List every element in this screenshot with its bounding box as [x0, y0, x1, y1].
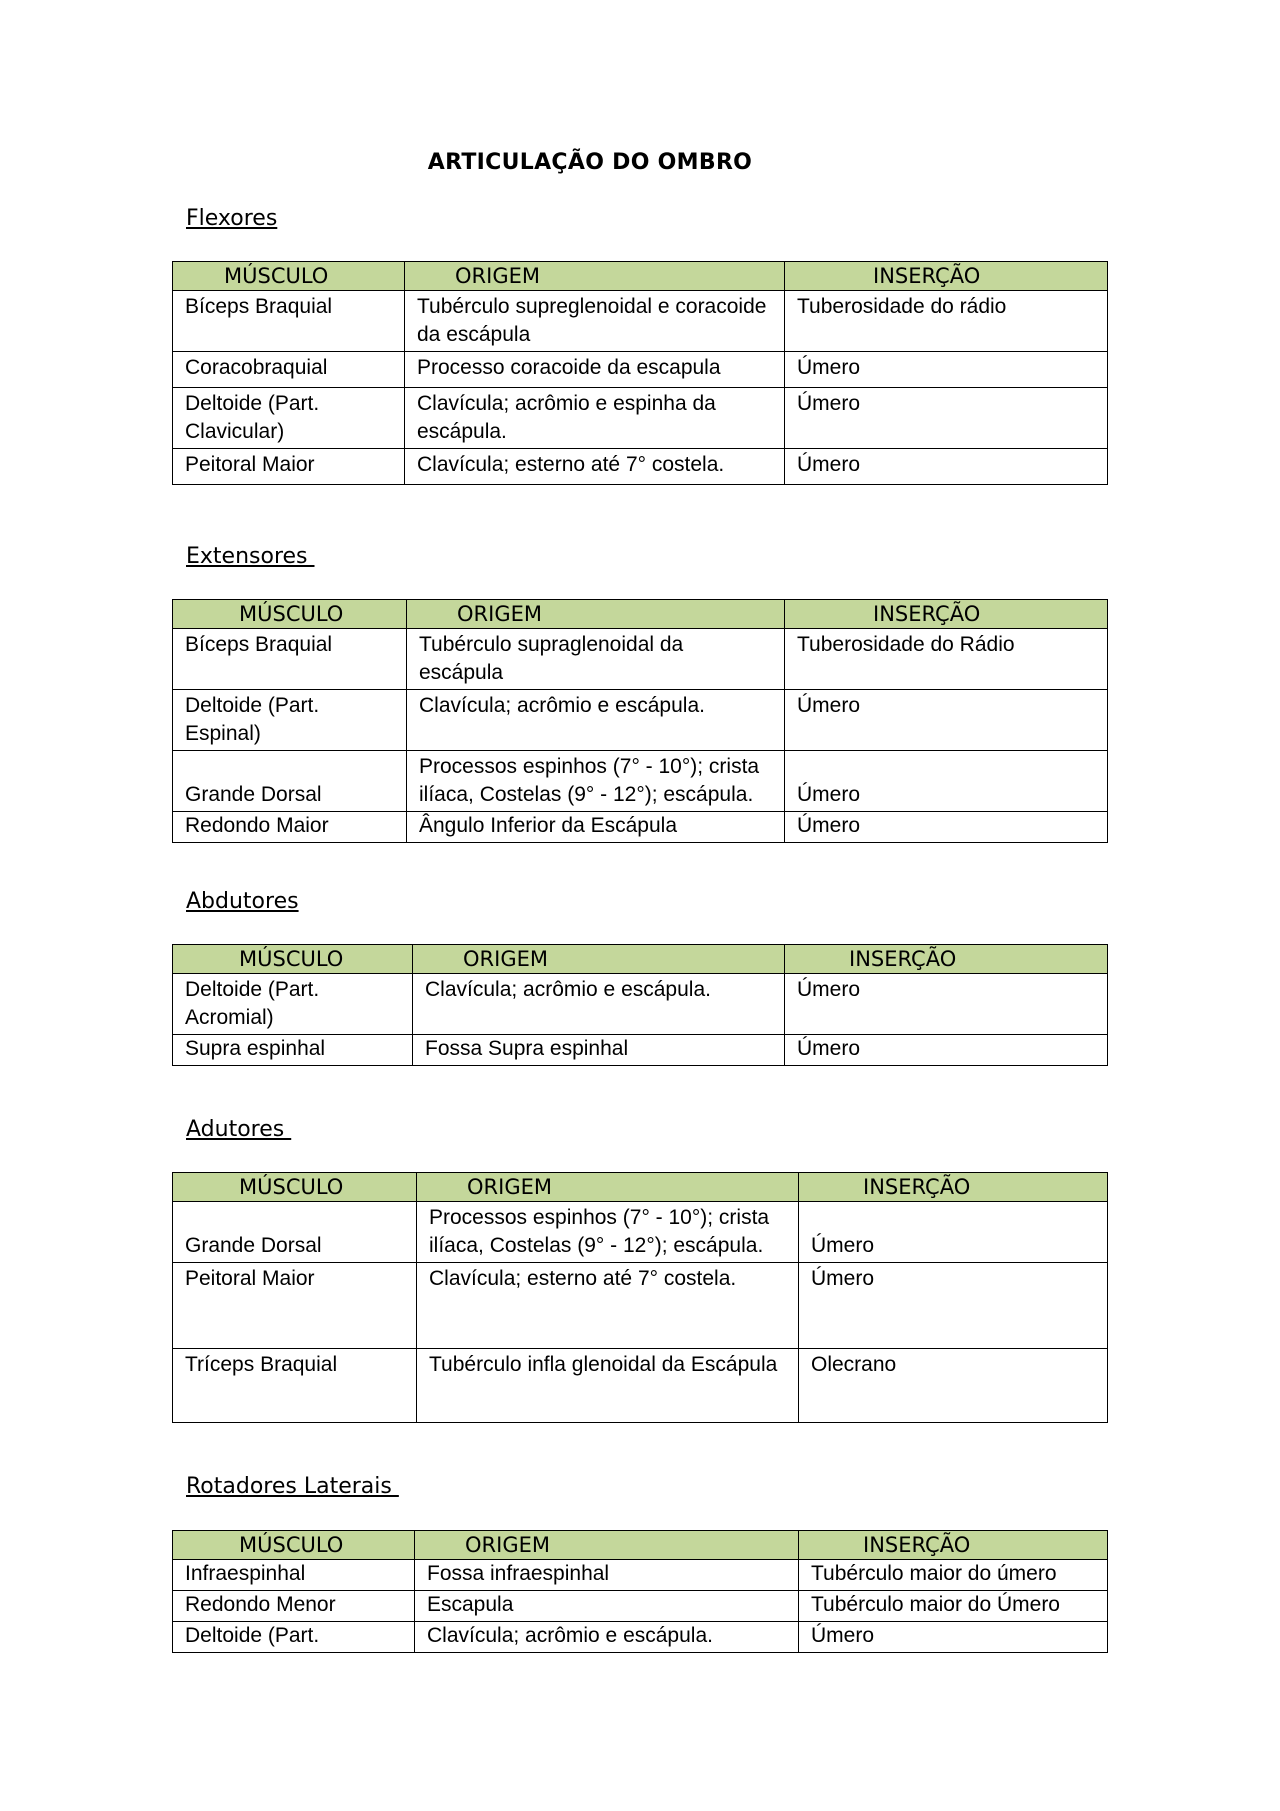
cell-insercao: Tubérculo maior do Úmero [799, 1591, 1108, 1622]
header-insercao: INSERÇÃO [785, 262, 1108, 291]
cell-insercao: Úmero [785, 812, 1108, 843]
cell-origem: Clavícula; acrômio e escápula. [407, 690, 785, 751]
table-header-row [173, 600, 1108, 629]
cell-insercao: Tuberosidade do Rádio [785, 629, 1108, 690]
cell-insercao: Úmero [785, 1035, 1108, 1066]
cell-musculo: Peitoral Maior [173, 1263, 417, 1349]
table-row [173, 1560, 1108, 1591]
cell-insercao: Úmero [785, 352, 1108, 388]
cell-insercao: Tuberosidade do rádio [785, 291, 1108, 352]
cell-origem: Processos espinhos (7° - 10°); crista ilíaca, Costelas (9° - 12°); escápula. [407, 751, 785, 812]
table-header-row [173, 262, 1108, 291]
cell-insercao: Úmero [799, 1622, 1108, 1653]
table-row [173, 1591, 1108, 1622]
cell-musculo: Peitoral Maior [173, 449, 405, 485]
header-insercao: INSERÇÃO [785, 945, 1108, 974]
table-row [173, 812, 1108, 843]
cell-origem: Processos espinhos (7° - 10°); crista ilíaca, Costelas (9° - 12°); escápula. [417, 1202, 799, 1263]
table-adutores [172, 1172, 1108, 1423]
cell-insercao: Úmero [785, 974, 1108, 1035]
header-origem: ORIGEM [415, 1531, 799, 1560]
header-origem: ORIGEM [405, 262, 785, 291]
header-musculo: MÚSCULO [173, 600, 407, 629]
table-header-row [173, 945, 1108, 974]
cell-origem: Ângulo Inferior da Escápula [407, 812, 785, 843]
cell-musculo: Deltoide (Part. Espinal) [173, 690, 407, 751]
header-insercao: INSERÇÃO [799, 1531, 1108, 1560]
cell-musculo: Grande Dorsal [173, 751, 407, 812]
table-row [173, 449, 1108, 485]
cell-insercao: Úmero [785, 690, 1108, 751]
header-insercao: INSERÇÃO [799, 1173, 1108, 1202]
table-row [173, 291, 1108, 352]
cell-origem: Clavícula; acrômio e escápula. [413, 974, 785, 1035]
cell-musculo: Grande Dorsal [173, 1202, 417, 1263]
cell-insercao: Úmero [785, 751, 1108, 812]
cell-origem: Escapula [415, 1591, 799, 1622]
header-origem: ORIGEM [407, 600, 785, 629]
table-row [173, 352, 1108, 388]
section-title-rotadores-laterais: Rotadores Laterais [186, 1474, 399, 1499]
table-row [173, 1202, 1108, 1263]
cell-musculo: Infraespinhal [173, 1560, 415, 1591]
table-row [173, 690, 1108, 751]
cell-musculo: Tríceps Braquial [173, 1349, 417, 1423]
section-title-flexores: Flexores [186, 206, 278, 231]
cell-insercao: Úmero [785, 449, 1108, 485]
header-musculo: MÚSCULO [173, 1173, 417, 1202]
section-title-adutores: Adutores [186, 1117, 292, 1142]
cell-insercao: Tubérculo maior do úmero [799, 1560, 1108, 1591]
table-row [173, 1035, 1108, 1066]
cell-insercao: Úmero [799, 1263, 1108, 1349]
table-rotadores-laterais [172, 1530, 1108, 1653]
cell-insercao: Olecrano [799, 1349, 1108, 1423]
cell-origem: Fossa Supra espinhal [413, 1035, 785, 1066]
header-musculo: MÚSCULO [173, 1531, 415, 1560]
table-abdutores [172, 944, 1108, 1066]
table-row [173, 388, 1108, 449]
table-row [173, 1622, 1108, 1653]
cell-musculo: Redondo Menor [173, 1591, 415, 1622]
cell-musculo: Bíceps Braquial [173, 629, 407, 690]
table-row [173, 629, 1108, 690]
table-header-row [173, 1531, 1108, 1560]
cell-musculo: Redondo Maior [173, 812, 407, 843]
cell-origem: Clavícula; acrômio e espinha da escápula. [405, 388, 785, 449]
header-musculo: MÚSCULO [173, 945, 413, 974]
section-title-abdutores: Abdutores [186, 889, 299, 914]
document-title: ARTICULAÇÃO DO OMBRO [427, 150, 753, 175]
cell-origem: Tubérculo infla glenoidal da Escápula [417, 1349, 799, 1423]
table-row [173, 974, 1108, 1035]
cell-origem: Fossa infraespinhal [415, 1560, 799, 1591]
cell-musculo: Deltoide (Part. [173, 1622, 415, 1653]
cell-insercao: Úmero [799, 1202, 1108, 1263]
cell-origem: Processo coracoide da escapula [405, 352, 785, 388]
table-header-row [173, 1173, 1108, 1202]
cell-origem: Tubérculo supreglenoidal e coracoide da escápula [405, 291, 785, 352]
cell-origem: Clavícula; esterno até 7° costela. [417, 1263, 799, 1349]
table-flexores [172, 261, 1108, 485]
header-origem: ORIGEM [413, 945, 785, 974]
cell-musculo: Supra espinhal [173, 1035, 413, 1066]
table-extensores [172, 599, 1108, 843]
cell-musculo: Bíceps Braquial [173, 291, 405, 352]
section-title-extensores: Extensores [186, 544, 315, 569]
table-row [173, 1263, 1108, 1349]
cell-musculo: Coracobraquial [173, 352, 405, 388]
cell-origem: Tubérculo supraglenoidal da escápula [407, 629, 785, 690]
header-musculo: MÚSCULO [173, 262, 405, 291]
cell-origem: Clavícula; esterno até 7° costela. [405, 449, 785, 485]
header-origem: ORIGEM [417, 1173, 799, 1202]
cell-musculo: Deltoide (Part. Clavicular) [173, 388, 405, 449]
cell-insercao: Úmero [785, 388, 1108, 449]
table-row [173, 1349, 1108, 1423]
cell-musculo: Deltoide (Part. Acromial) [173, 974, 413, 1035]
cell-origem: Clavícula; acrômio e escápula. [415, 1622, 799, 1653]
header-insercao: INSERÇÃO [785, 600, 1108, 629]
table-row [173, 751, 1108, 812]
